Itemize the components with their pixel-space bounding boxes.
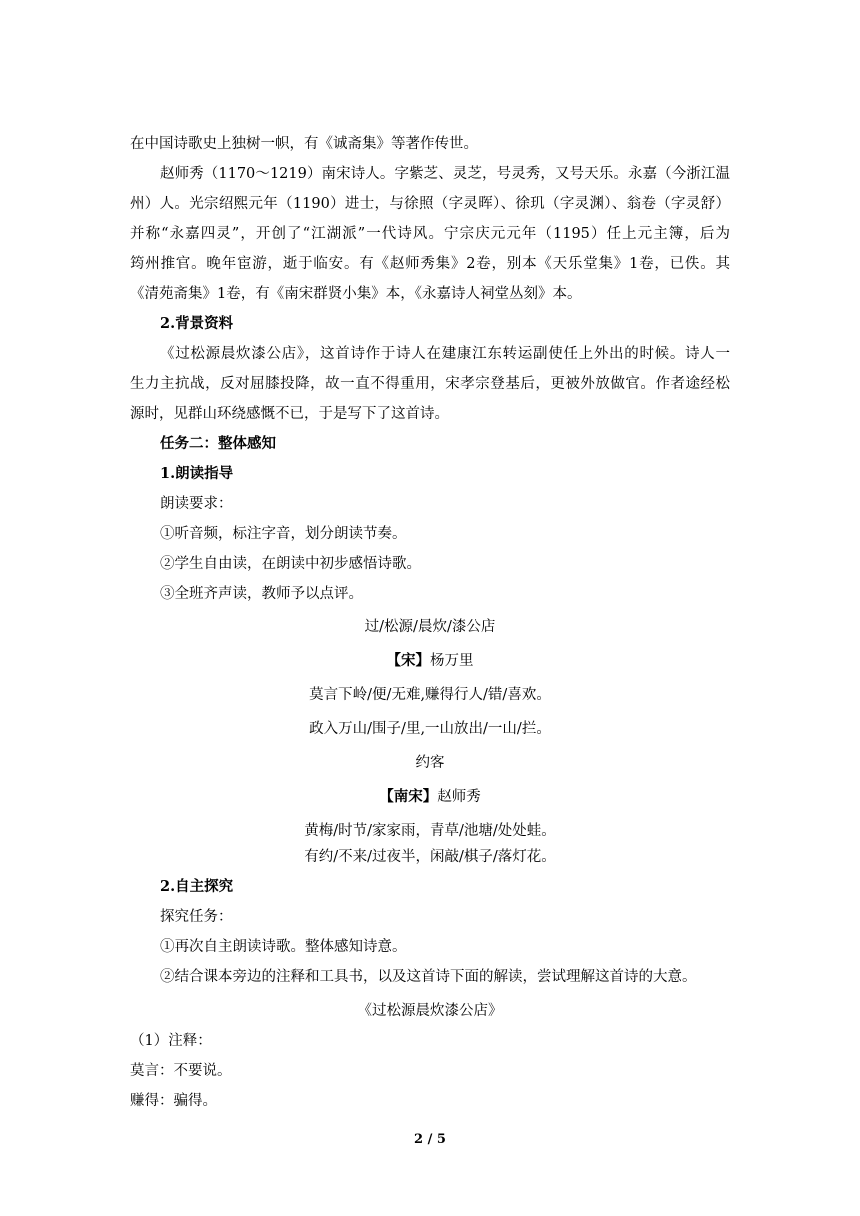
section-heading-explore: 2.自主探究 — [160, 878, 234, 895]
section-heading-reading: 1.朗读指导 — [160, 465, 234, 482]
notes-label: （1）注释： — [130, 1033, 212, 1049]
bio-zhao-line: 《清苑斋集》1卷，有《南宋群贤小集》本，《永嘉诗人祠堂丛刻》本。 — [130, 286, 582, 302]
background-line: 生力主抗战，反对屈膝投降，故一直不得重用，宋孝宗登基后，更被外放做官。作者途经松 — [130, 376, 730, 392]
background-line: 源时，见群山环绕感慨不已，于是写下了这首诗。 — [130, 406, 449, 422]
note-item: 赚得：骗得。 — [130, 1093, 217, 1109]
poem1-title: 过/松源/晨炊/漆公店 — [364, 619, 496, 635]
reading-item: ②学生自由读，在朗读中初步感悟诗歌。 — [160, 556, 421, 572]
poem1-line: 莫言下岭/便/无难,赚得行人/错/喜欢。 — [309, 687, 551, 703]
section-heading-background: 2.背景资料 — [160, 315, 234, 332]
poem1-line: 政入万山/围子/里,一山放出/一山/拦。 — [309, 721, 551, 737]
poem2-title: 约客 — [415, 755, 445, 771]
poem1-author: 杨万里 — [430, 653, 474, 669]
section-heading-task2: 任务二：整体感知 — [160, 435, 276, 452]
explore-poem-title: 《过松源晨炊漆公店》 — [357, 1003, 503, 1019]
bio-yang-end: 在中国诗歌史上独树一帜，有《诚斋集》等著作传世。 — [130, 136, 478, 152]
poem2-byline — [0, 787, 860, 807]
explore-item: ①再次自主朗读诗歌。整体感知诗意。 — [160, 939, 407, 955]
poem1-dynasty: 【宋】 — [386, 652, 430, 669]
bio-zhao-line: 州）人。光宗绍熙元年（1190）进士，与徐照（字灵晖）、徐玑（字灵渊）、翁卷（字灵舒） — [130, 196, 730, 212]
poem2-line: 有约/不来/过夜半，闲敲/棋子/落灯花。 — [304, 849, 556, 865]
page-number: 2 / 5 — [414, 1132, 446, 1147]
poem2-dynasty: 【南宋】 — [379, 788, 438, 805]
reading-item: ③全班齐声读，教师予以点评。 — [160, 586, 363, 602]
explore-task-label: 探究任务： — [160, 909, 233, 925]
reading-requirements-label: 朗读要求： — [160, 496, 233, 512]
bio-zhao-line: 赵师秀（1170～1219）南宋诗人。字紫芝、灵芝，号灵秀，又号天乐。永嘉（今浙江温 — [160, 166, 730, 182]
note-item: 莫言：不要说。 — [130, 1063, 232, 1079]
explore-item: ②结合课本旁边的注释和工具书，以及这首诗下面的解读，尝试理解这首诗的大意。 — [160, 969, 697, 985]
background-line: 《过松源晨炊漆公店》，这首诗作于诗人在建康江东转运副使任上外出的时候。诗人一 — [160, 346, 730, 362]
bio-zhao-line: 并称“永嘉四灵”，开创了“江湖派”一代诗风。宁宗庆元元年（1195）任上元主簿，后为 — [130, 226, 730, 242]
reading-item: ①听音频，标注字音，划分朗读节奏。 — [160, 526, 407, 542]
poem2-author: 赵师秀 — [437, 789, 481, 805]
poem2-line: 黄梅/时节/家家雨，青草/池塘/处处蛙。 — [304, 823, 556, 839]
poem1-byline — [0, 651, 860, 671]
bio-zhao-line: 筠州推官。晚年宦游，逝于临安。有《赵师秀集》2卷，别本《天乐堂集》1卷，已佚。其 — [130, 256, 730, 272]
